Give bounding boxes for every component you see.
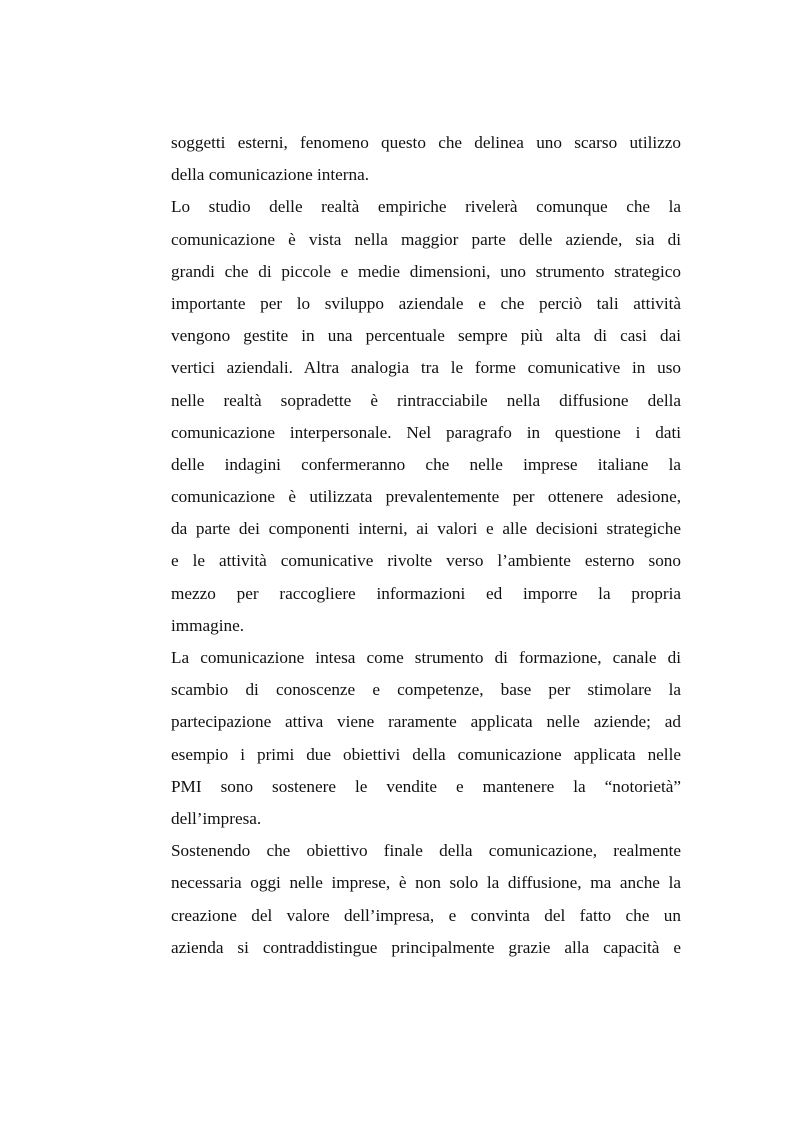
text-line: delle indagini confermeranno che nelle imprese italiane la xyxy=(171,454,681,474)
paragraph xyxy=(171,642,681,835)
text-line: scambio di conoscenze e competenze, base per stimolare la xyxy=(171,680,681,700)
text-line: Sostenendo che obiettivo finale della comunicazione, realmente xyxy=(171,841,681,861)
text-line: La comunicazione intesa come strumento di formazione, canale di xyxy=(171,648,681,667)
text-line: dell’impresa. xyxy=(171,808,262,828)
text-line: partecipazione attiva viene raramente applicata nelle aziende; ad xyxy=(171,712,681,732)
paragraph xyxy=(171,127,681,191)
text-line: e le attività comunicative rivolte verso l’ambiente esterno sono xyxy=(171,551,681,571)
text-line: grandi che di piccole e medie dimensioni, uno strumento strategico xyxy=(171,261,681,281)
text-line: vertici aziendali. Altra analogia tra le forme comunicative in uso xyxy=(171,358,681,378)
text-line: nelle realtà sopradette è rintracciabile nella diffusione della xyxy=(171,390,681,410)
paragraph xyxy=(171,191,681,642)
text-line: della comunicazione interna. xyxy=(171,165,370,185)
text-line: comunicazione interpersonale. Nel paragrafo in questione i dati xyxy=(171,422,681,442)
text-line: necessaria oggi nelle imprese, è non solo la diffusione, ma anche la xyxy=(171,873,681,893)
paragraph xyxy=(171,835,681,964)
text-line: da parte dei componenti interni, ai valori e alle decisioni strategiche xyxy=(171,519,681,539)
text-line: comunicazione è utilizzata prevalentemente per ottenere adesione, xyxy=(171,487,681,507)
text-line: creazione del valore dell’impresa, e convinta del fatto che un xyxy=(171,905,681,925)
text-line: immagine. xyxy=(171,615,245,635)
text-line: esempio i primi due obiettivi della comunicazione applicata nelle xyxy=(171,744,681,764)
text-line: importante per lo sviluppo aziendale e che perciò tali attività xyxy=(171,293,681,313)
text-line: PMI sono sostenere le vendite e mantenere la “notorietà” xyxy=(171,776,681,796)
text-line: vengono gestite in una percentuale sempre più alta di casi dai xyxy=(171,326,681,346)
text-line: mezzo per raccogliere informazioni ed imporre la propria xyxy=(171,583,681,603)
text-line: Lo studio delle realtà empiriche rivelerà comunque che la xyxy=(171,197,681,217)
document-body xyxy=(171,127,681,964)
text-line: comunicazione è vista nella maggior parte delle aziende, sia di xyxy=(171,229,681,249)
text-line: azienda si contraddistingue principalmente grazie alla capacità e xyxy=(171,937,681,957)
text-line: soggetti esterni, fenomeno questo che delinea uno scarso utilizzo xyxy=(171,133,681,152)
